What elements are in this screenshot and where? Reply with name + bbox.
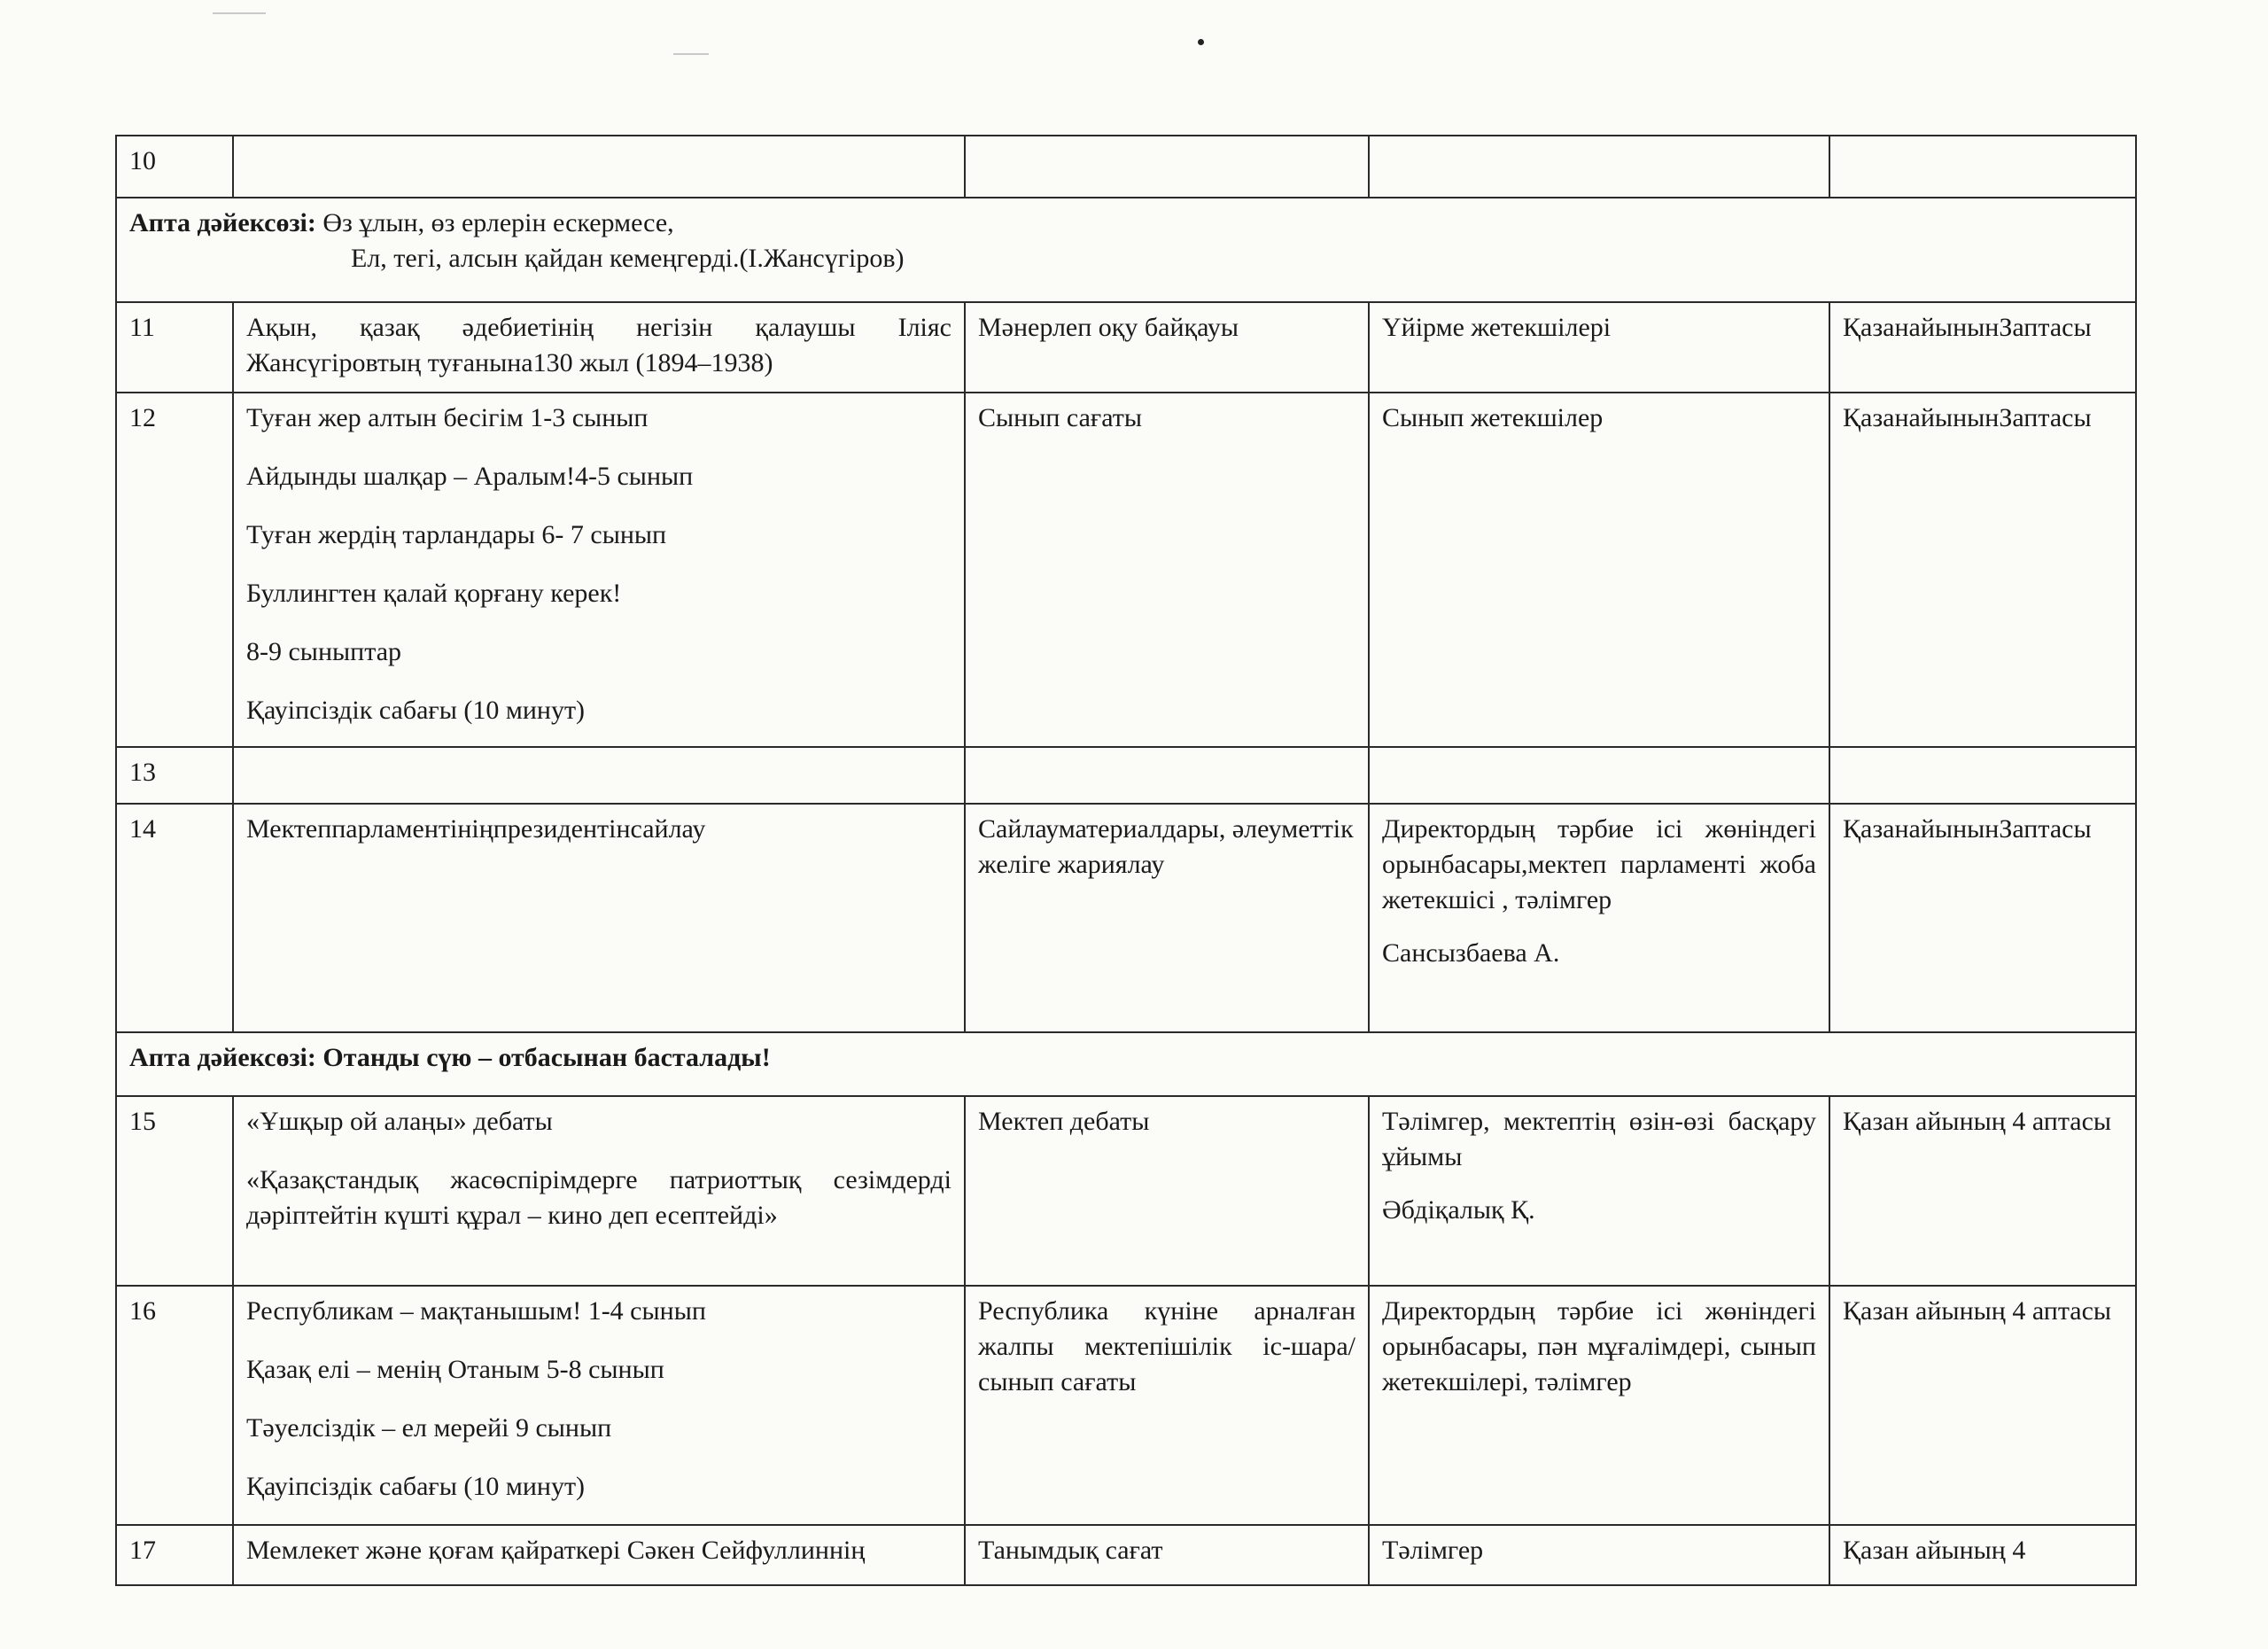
row-number: 11 [116,302,233,393]
event-line: Қауіпсіздік сабағы (10 минут) [246,696,586,725]
row-number: 15 [116,1096,233,1286]
table-row-14 [116,804,2136,1032]
date-cell: Қазан айының 4 аптасы [1829,1096,2136,1286]
responsible-cell: Тәлімгер [1369,1525,1829,1585]
event-line: Туған жер алтын бесігім 1-3 сынып [246,403,649,432]
form-cell: Мәнерлеп оқу байқауы [965,302,1369,393]
date-cell [1829,136,2136,198]
row-number: 12 [116,393,233,747]
date-cell: ҚазанайынынЗаптасы [1829,393,2136,747]
date-cell: Қазан айының 4 аптасы [1829,1286,2136,1525]
scan-mark [213,12,266,14]
table-row-10 [116,136,2136,198]
table-row-11 [116,302,2136,393]
event-line: Буллингтен қалай қорғану керек! [246,579,622,608]
row-number: 17 [116,1525,233,1585]
form-cell: Мектеп дебаты [965,1096,1369,1286]
event-cell [233,1096,965,1286]
form-cell: Танымдық сағат [965,1525,1369,1585]
week-quote-label: Апта дәйексөзі: [129,208,316,237]
event-line: Айдынды шалқар – Аралым!4-5 сынып [246,462,694,491]
event-cell: Мектеппарламентініңпрезидентінсайлау [233,804,965,1032]
date-cell: ҚазанайынынЗаптасы [1829,302,2136,393]
responsible-cell: Директордың тәрбие ісі жөніндегі орынбасары, пән мұғалімдері, сынып жетекшілері, тәлімгер [1369,1286,1829,1525]
week-quote-line-2: Ел, тегі, алсын қайдан кемеңгерді.(І.Жансүгіров) [351,244,905,273]
row-number: 14 [116,804,233,1032]
week-quote-line-1: Өз ұлын, өз ерлерін ескермесе, [322,208,674,237]
responsible-cell [1369,747,1829,804]
event-cell [233,136,965,198]
table-row-17 [116,1525,2136,1585]
event-line: Қазақ елі – менің Отаным 5-8 сынып [246,1355,664,1384]
scan-mark [673,53,709,55]
week-quote-row [116,1032,2136,1096]
form-cell [965,747,1369,804]
event-cell [233,747,965,804]
event-line: «Қазақстандық жасөспірімдерге патриоттық сезімдерді дәріптейтін күшті құрал – кино деп есептейді» [246,1165,951,1230]
event-cell: Ақын, қазақ әдебиетінің негізін қалаушы Іліяс Жансүгіровтың туғанына130 жыл (1894–1938) [233,302,965,393]
responsible-cell [1369,136,1829,198]
event-line: Қауіпсіздік сабағы (10 минут) [246,1472,586,1501]
date-cell [1829,747,2136,804]
week-quote-cell [116,198,2136,302]
event-cell [233,393,965,747]
scan-speck [1198,39,1204,45]
event-line: 8-9 сыныптар [246,637,402,666]
form-cell: Республика күніне арналған жалпы мектепішілік іс-шара/сынып сағаты [965,1286,1369,1525]
week-quote-label: Апта дәйексөзі: [129,1043,316,1072]
events-table [115,135,2137,1586]
table-row-15 [116,1096,2136,1286]
responsible-text: Тәлімгер, мектептің өзін-өзі басқару ұйымы [1382,1107,1816,1171]
date-cell: Қазан айының 4 [1829,1525,2136,1585]
responsible-cell: Үйірме жетекшілері [1369,302,1829,393]
responsible-cell [1369,1096,1829,1286]
table-row-12 [116,393,2136,747]
week-quote-text: Отанды сүю – отбасынан басталады! [322,1043,771,1072]
event-line: «Ұшқыр ой алаңы» дебаты [246,1107,553,1136]
responsible-person: Әбдіқалық Қ. [1382,1195,1535,1225]
event-line: Республикам – мақтанышым! 1-4 сынып [246,1296,706,1326]
row-number: 13 [116,747,233,804]
week-quote-cell [116,1032,2136,1096]
responsible-cell: Сынып жетекшілер [1369,393,1829,747]
form-cell: Сынып сағаты [965,393,1369,747]
event-line: Туған жердің тарландары 6- 7 сынып [246,520,667,549]
row-number: 10 [116,136,233,198]
form-cell [965,136,1369,198]
event-line: Тәуелсіздік – ел мерейі 9 сынып [246,1413,612,1443]
responsible-cell [1369,804,1829,1032]
responsible-text: Директордың тәрбие ісі жөніндегі орынбасары,мектеп парламенті жоба жетекшісі , тәлімгер [1382,814,1816,914]
event-cell: Мемлекет және қоғам қайраткері Сәкен Сейфуллиннің [233,1525,965,1585]
date-cell: ҚазанайынынЗаптасы [1829,804,2136,1032]
week-quote-row [116,198,2136,302]
form-cell: Сайлауматериалдары, әлеуметтік желіге жариялау [965,804,1369,1032]
responsible-person: Сансызбаева А. [1382,938,1560,968]
row-number: 16 [116,1286,233,1525]
table-row-16 [116,1286,2136,1525]
table-row-13 [116,747,2136,804]
event-cell [233,1286,965,1525]
